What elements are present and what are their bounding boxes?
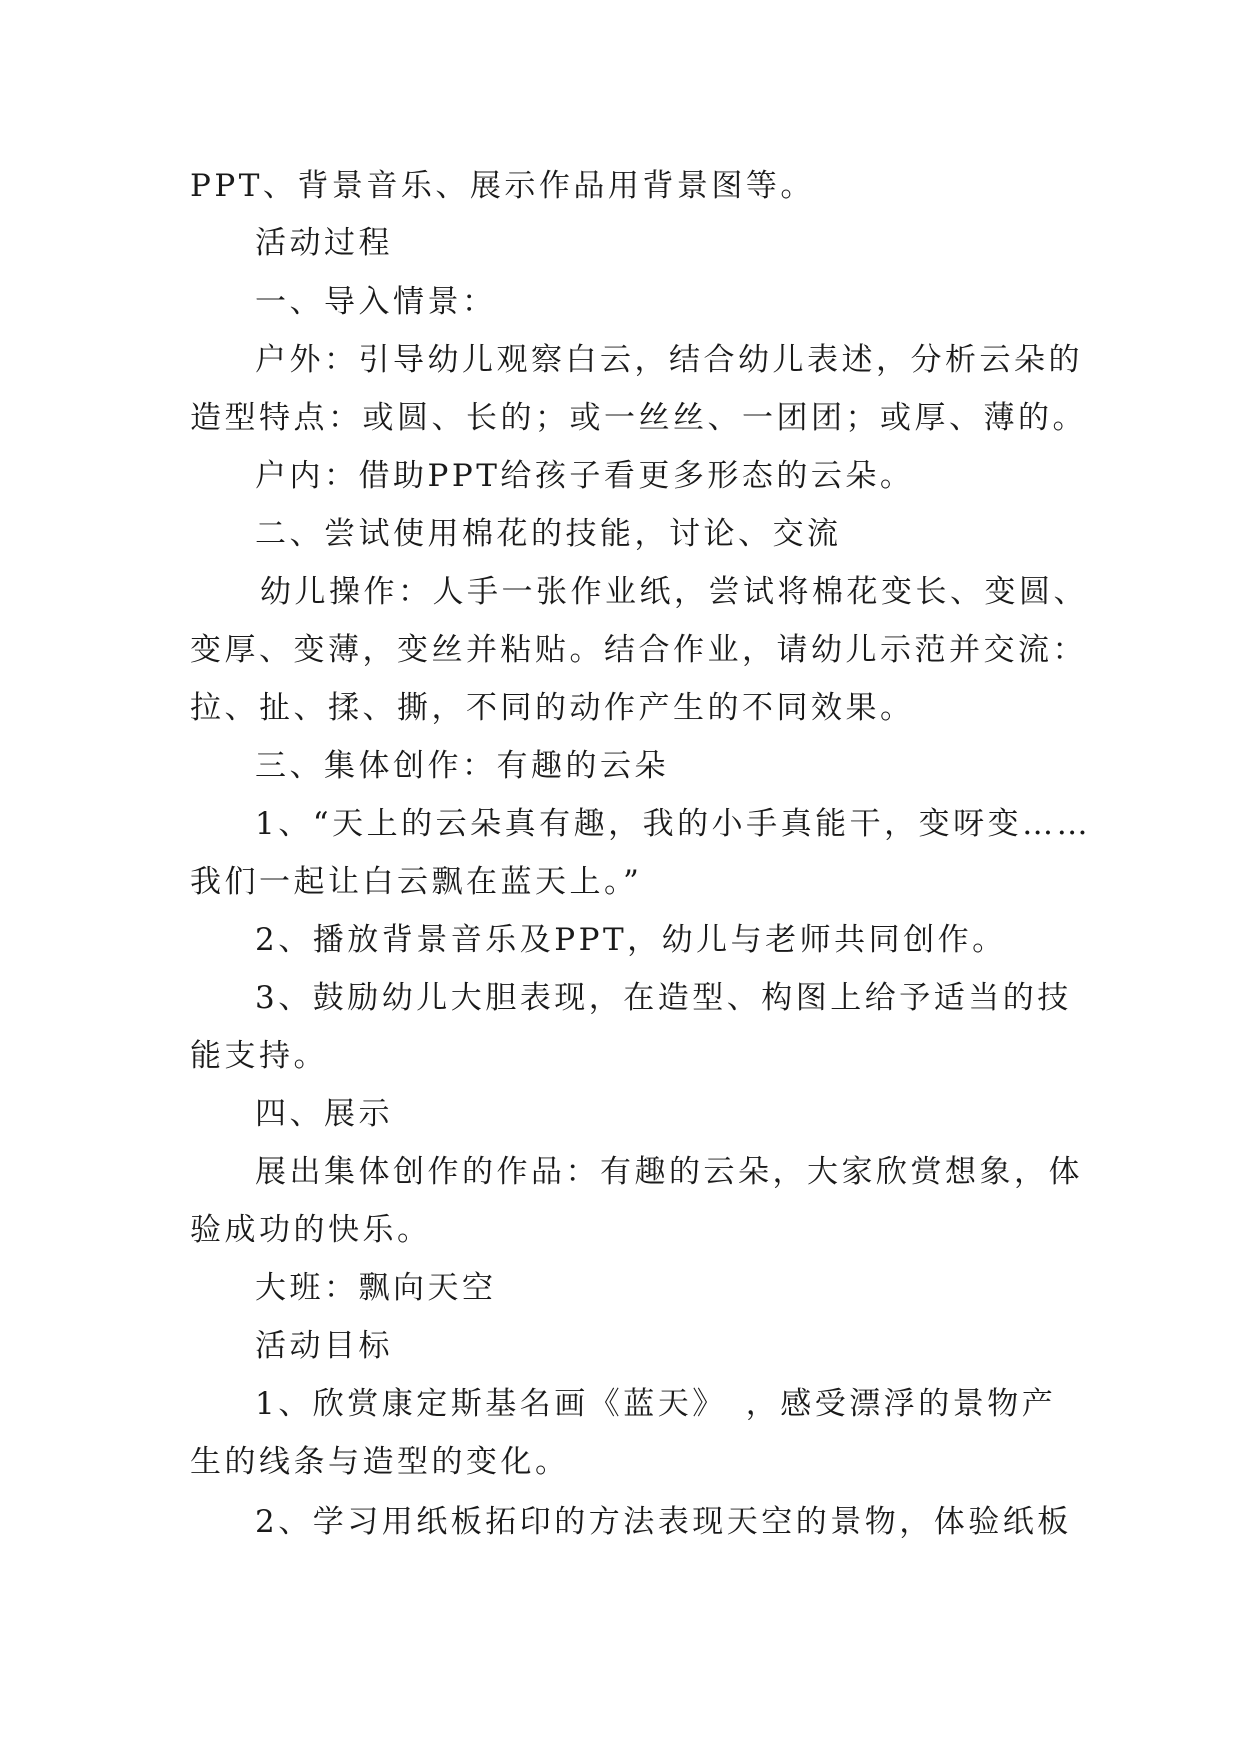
text-line-indoor: 户内：借助PPT给孩子看更多形态的云朵。 [255, 458, 915, 494]
heading-senior-class: 大班：飘向天空 [255, 1270, 497, 1306]
text-line-step-3-cont: 能支持。 [190, 1038, 328, 1074]
text-line-step-1: 1、“天上的云朵真有趣，我的小手真能干，变呀变…… [255, 806, 1092, 842]
text-line-shape-features: 造型特点：或圆、长的；或一丝丝、一团团；或厚、薄的。 [190, 400, 1087, 436]
text-line-outdoor: 户外：引导幼儿观察白云，结合幼儿表述，分析云朵的 [255, 342, 1083, 378]
text-line-step-3: 3、鼓励幼儿大胆表现，在造型、构图上给予适当的技 [255, 980, 1072, 1016]
text-line-step-2: 2、播放背景音乐及PPT，幼儿与老师共同创作。 [255, 922, 1007, 958]
text-line-display: 展出集体创作的作品：有趣的云朵，大家欣赏想象，体 [255, 1154, 1083, 1190]
text-line-effects: 拉、扯、揉、撕，不同的动作产生的不同效果。 [190, 690, 915, 726]
text-line-display-cont: 验成功的快乐。 [190, 1212, 432, 1248]
section-heading-activity-process: 活动过程 [255, 225, 393, 261]
subheading-group-creation: 三、集体创作：有趣的云朵 [255, 748, 669, 784]
subheading-cotton-skills: 二、尝试使用棉花的技能，讨论、交流 [255, 516, 842, 552]
text-line-goal-1-cont: 生的线条与造型的变化。 [190, 1444, 570, 1480]
subheading-intro-scene: 一、导入情景： [255, 284, 497, 320]
section-heading-activity-goals: 活动目标 [255, 1328, 393, 1364]
text-line-goal-2: 2、学习用纸板拓印的方法表现天空的景物，体验纸板 [255, 1504, 1072, 1540]
text-line-thick-thin: 变厚、变薄，变丝并粘贴。结合作业，请幼儿示范并交流： [190, 632, 1087, 668]
text-line-goal-1: 1、欣赏康定斯基名画《蓝天》 ，感受漂浮的景物产 [255, 1386, 1057, 1422]
text-line-child-operation: 幼儿操作：人手一张作业纸，尝试将棉花变长、变圆、 [260, 574, 1088, 610]
text-line-1: PPT、背景音乐、展示作品用背景图等。 [190, 168, 815, 204]
subheading-display: 四、展示 [255, 1096, 393, 1132]
text-line-step-1-cont: 我们一起让白云飘在蓝天上。” [190, 864, 643, 900]
